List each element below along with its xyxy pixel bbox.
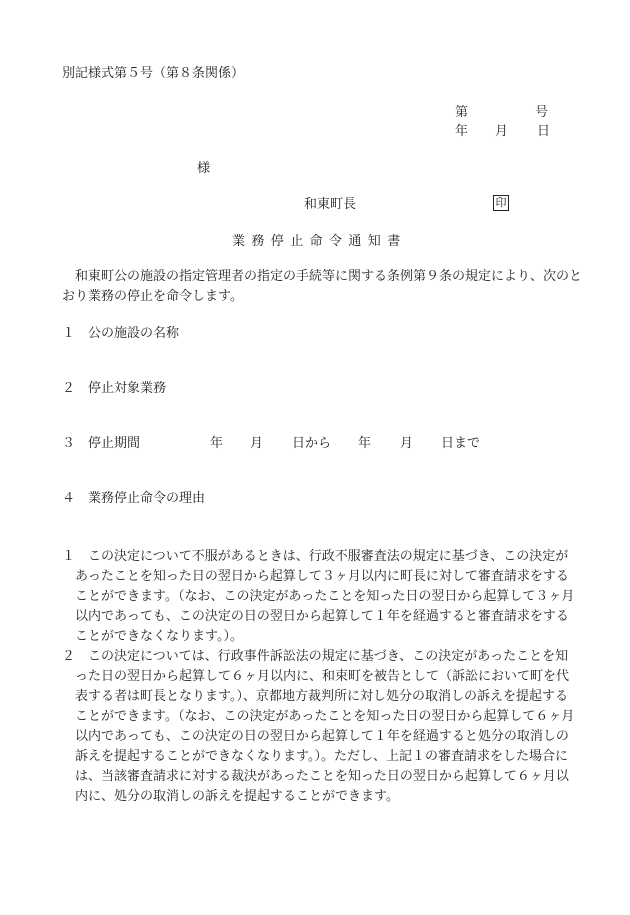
period-day-until: 日まで xyxy=(441,436,481,451)
item-number: １ xyxy=(62,326,76,341)
sender-name: 和東町長 xyxy=(304,197,357,212)
item-label: 停止対象業務 xyxy=(88,381,167,396)
period-month-until: 月 xyxy=(400,436,414,451)
document-title: 業務停止命令通知書 xyxy=(232,234,407,249)
addressee-suffix: 様 xyxy=(197,161,211,176)
period-month-from: 月 xyxy=(250,436,264,451)
body-paragraph: 和東町公の施設の指定管理者の指定の手続等に関する条例第９条の規定により、次のとおり業務の停止を命令します。 xyxy=(62,269,583,304)
appeal-note-2 xyxy=(62,647,580,807)
appeal-notes xyxy=(62,547,580,807)
item-number: ３ xyxy=(62,436,76,451)
month-label: 月 xyxy=(495,124,509,139)
note-text: この決定については、行政事件訴訟法の規定に基づき、この決定があったことを知った日の翌日から起算して６ヶ月以内に、和束町を被告として（訴訟において町を代表する者は町長となります。）、京都地方裁判所に対し処分の取消しの訴えを提起することができます。（なお、この決定があったことを知った日の翌日から起算して６ヶ月以内であっても、この決定の日の翌日から起算して１年を経過すると処分の取消しの訴えを提起することができなくなります。）。ただし、上記１の審査請求をした場合には、当該審査請求に対する裁決があったことを知った日の翌日から起算して６ヶ月以内に、処分の取消しの訴えを提起することができます。 xyxy=(75,649,575,804)
note-number: １ xyxy=(62,549,76,564)
period-year-from: 年 xyxy=(210,436,224,451)
seal-mark: 印 xyxy=(493,195,509,211)
item-facility-name xyxy=(62,327,179,340)
item-label: 業務停止命令の理由 xyxy=(88,491,206,506)
number-label: 第 xyxy=(455,105,469,120)
document-number xyxy=(455,105,549,120)
item-label: 公の施設の名称 xyxy=(88,326,180,341)
item-number: ２ xyxy=(62,381,76,396)
day-label: 日 xyxy=(537,124,551,139)
item-suspension-reason xyxy=(62,492,205,505)
number-suffix: 号 xyxy=(535,105,549,120)
form-identifier: 別記様式第５号（第８条関係） xyxy=(62,66,245,81)
year-label: 年 xyxy=(455,124,469,139)
item-suspended-work xyxy=(62,382,166,395)
appeal-note-1 xyxy=(62,547,580,647)
item-number: ４ xyxy=(62,491,76,506)
note-number: ２ xyxy=(62,649,76,664)
item-label: 停止期間 xyxy=(88,436,141,451)
note-text: この決定について不服があるときは、行政不服審査法の規定に基づき、この決定があったことを知った日の翌日から起算して３ヶ月以内に町長に対して審査請求をすることができます。（なお、この決定があったことを知った日の翌日から起算して３ヶ月以内であっても、この決定の日の翌日から起算して１年を経過すると審査請求をすることができなくなります。）。 xyxy=(75,549,575,644)
item-suspension-period xyxy=(62,437,562,450)
period-day-from: 日から xyxy=(292,436,332,451)
period-year-until: 年 xyxy=(358,436,372,451)
